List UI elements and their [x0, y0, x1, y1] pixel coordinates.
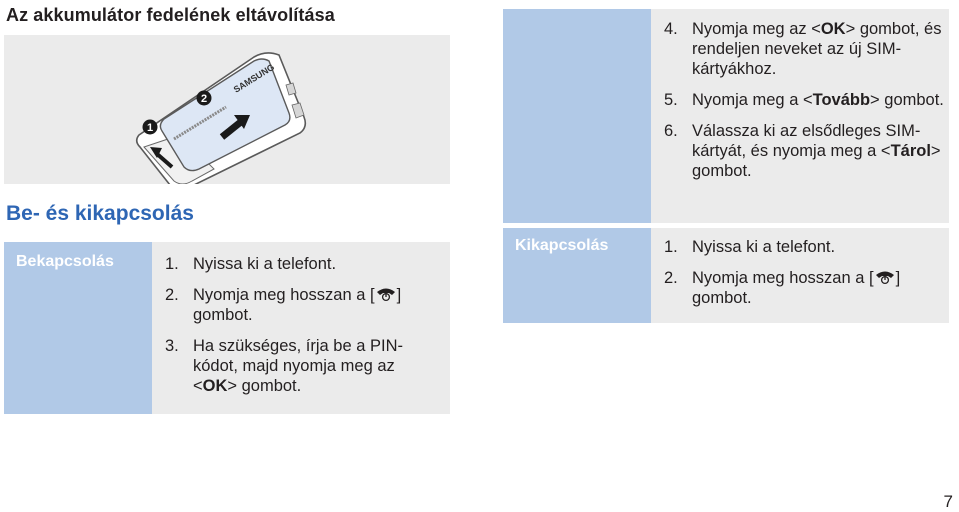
power-on-continued-steps	[664, 19, 944, 181]
step-text: Ha szükséges, írja be a PIN-kódot, majd nyomja meg az <	[193, 337, 404, 395]
power-off-steps	[664, 237, 944, 308]
step-number: 1.	[664, 238, 678, 256]
section-title-battery-cover: Az akkumulátor fedelének eltávolítása	[6, 5, 335, 25]
step-item	[165, 254, 440, 274]
key-name: OK	[202, 377, 228, 395]
step-marker-2	[197, 91, 212, 106]
step-text-tail: > gombot, és rendeljen neveket az új SIM-kártyákhoz.	[692, 20, 942, 78]
phone-back-drawing	[4, 35, 450, 184]
step-item	[664, 237, 944, 257]
step-text: Nyomja meg hosszan a [	[692, 269, 874, 287]
step-marker-1	[143, 120, 158, 135]
svg-text:2: 2	[200, 93, 208, 105]
step-text-tail: ] gombot.	[193, 286, 402, 324]
step-text-tail: > gombot.	[692, 142, 941, 180]
section-title-power: Be- és kikapcsolás	[6, 202, 194, 225]
power-end-key-icon	[375, 286, 397, 302]
step-number: 2.	[165, 286, 179, 304]
step-number: 2.	[664, 269, 678, 287]
step-item	[664, 90, 944, 110]
step-item	[664, 19, 944, 79]
step-item	[664, 121, 944, 181]
key-name: Tárol	[890, 142, 931, 160]
power-off-label: Kikapcsolás	[515, 237, 609, 254]
step-text-tail: ] gombot.	[692, 269, 901, 307]
step-item	[165, 285, 440, 325]
step-number: 5.	[664, 91, 678, 109]
power-on-continued-label-cell	[503, 9, 651, 223]
power-on-label: Bekapcsolás	[16, 253, 114, 270]
power-end-key-icon	[874, 269, 896, 285]
step-text-tail: > gombot.	[870, 91, 944, 109]
step-text-tail: > gombot.	[227, 377, 302, 395]
step-item	[165, 336, 440, 396]
step-number: 3.	[165, 337, 179, 355]
step-text: Nyissa ki a telefont.	[193, 255, 337, 273]
step-text: Nyomja meg hosszan a [	[193, 286, 375, 304]
key-name: OK	[820, 20, 846, 38]
step-text: Válassza ki az elsődleges SIM-kártyát, és nyomja meg a <	[692, 122, 921, 160]
power-off-label-cell	[503, 228, 651, 323]
step-number: 4.	[664, 20, 678, 38]
power-on-steps	[165, 254, 440, 396]
power-on-box	[4, 242, 450, 414]
svg-text:1: 1	[146, 122, 154, 134]
battery-cover-illustration	[4, 35, 450, 184]
brand-text: SAMSUNG	[231, 61, 277, 95]
power-on-label-cell	[4, 242, 152, 414]
step-text: Nyissa ki a telefont.	[692, 238, 836, 256]
page-number: 7	[943, 492, 953, 511]
step-text: Nyomja meg az <	[692, 20, 821, 38]
key-name: Tovább	[812, 91, 871, 109]
power-on-continued-box	[503, 9, 949, 223]
step-item	[664, 268, 944, 308]
step-number: 1.	[165, 255, 179, 273]
step-text: Nyomja meg a <	[692, 91, 813, 109]
power-off-box	[503, 228, 949, 323]
step-number: 6.	[664, 122, 678, 140]
